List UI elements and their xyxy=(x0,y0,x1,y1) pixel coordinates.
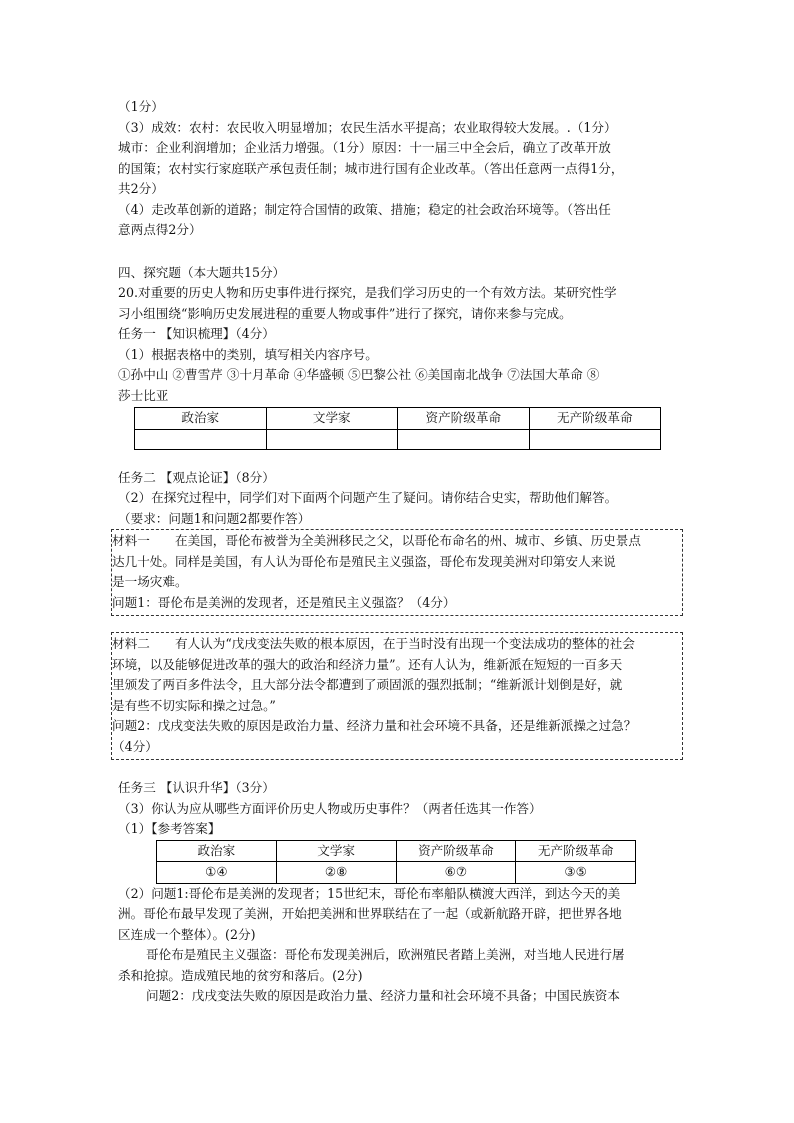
blank-answer-table xyxy=(134,407,661,450)
task2-title: 任务二 【观点论证】（8分） xyxy=(118,469,275,485)
material-text: 是有些不切实际和操之过急。” xyxy=(112,697,276,713)
material-one-box xyxy=(111,529,683,616)
material-text: 里颁发了两百多件法令，且大部分法令都遭到了顽固派的强烈抵制；“维新派计划倒是好，就 xyxy=(112,677,623,692)
task3-title: 任务三 【认识升华】（3分） xyxy=(118,780,275,795)
text-line: （1分） xyxy=(118,99,164,114)
blank-cell xyxy=(529,429,661,449)
material-question: 问题1：哥伦布是美洲的发现者，还是殖民主义强盗？（4分） xyxy=(112,594,456,610)
answer-table xyxy=(156,840,636,884)
material-text: 材料一 在美国，哥伦布被誉为全美洲移民之父，以哥伦布命名的州、城市、乡镇、历史景点 xyxy=(112,533,641,548)
table-header-cell: 政治家 xyxy=(135,408,267,430)
section-heading: 四、探究题（本大题共15分） xyxy=(118,264,286,280)
answer-text: 哥伦布是殖民主义强盗：哥伦布发现美洲后，欧洲殖民者踏上美洲，对当地人民进行屠 xyxy=(146,947,625,962)
question-text: 20.对重要的历史人物和历史事件进行探究，是我们学习历史的一个有效方法。某研究性学 xyxy=(118,285,617,300)
table-header-cell: 无产阶级革命 xyxy=(529,408,661,430)
task3-text: （3）你认为应从哪些方面评价历史人物或历史事件？（两者任选其一作答） xyxy=(118,800,542,816)
task1-options: ①孙中山 ②曹雪芹 ③十月革命 ④华盛顿 ⑤巴黎公社 ⑥美国南北战争 ⑦法国大革命 ⑧ xyxy=(118,367,600,382)
answer-title: （1）【参考答案】 xyxy=(118,821,221,836)
answer-block-top xyxy=(118,97,688,241)
table-cell: ②⑧ xyxy=(276,862,396,884)
task2-text: （2）在探究过程中，同学们对下面两个问题产生了疑问。请你结合史实，帮助他们解答。 xyxy=(118,490,618,505)
table-header-cell: 政治家 xyxy=(157,840,277,862)
table-header-cell: 资产阶级革命 xyxy=(398,408,530,430)
table-header-cell: 资产阶级革命 xyxy=(396,840,516,862)
material-text: 达几十处。同样是美国，有人认为哥伦布是殖民主义强盗，哥伦布发现美洲对印第安人来说 xyxy=(112,553,616,569)
table-header-cell: 文学家 xyxy=(276,840,396,862)
task1-options: 莎士比亚 xyxy=(118,387,169,403)
blank-cell xyxy=(398,429,530,449)
task2-text: （要求：问题1和问题2都要作答） xyxy=(118,510,311,526)
answer-text: 区连成一个整体）。(2分) xyxy=(118,926,256,942)
text-line: 的国策；农村实行家庭联产承包责任制；城市进行国有企业改革。（答出任意两一点得1分， xyxy=(118,160,624,176)
answer-text: 问题2：戊戌变法失败的原因是政治力量、经济力量和社会环境不具备；中国民族资本 xyxy=(146,988,620,1003)
table-header-cell: 文学家 xyxy=(266,408,398,430)
material-text: 是一场灾难。 xyxy=(112,574,188,589)
blank-cell xyxy=(266,429,398,449)
answer-text: 杀和抢掠。造成殖民地的贫穷和落后。(2分) xyxy=(118,967,363,983)
answer-text: （2）问题1:哥伦布是美洲的发现者；15世纪末，哥伦布率船队横渡大西洋，到达今天的美 xyxy=(118,885,621,901)
text-line: （4）走改革创新的道路；制定符合国情的政策、措施；稳定的社会政治环境等。（答出任 xyxy=(118,201,611,217)
material-two-box xyxy=(111,632,683,760)
table-cell: ⑥⑦ xyxy=(396,862,516,884)
task1-instruction: （1）根据表格中的类别，填写相关内容序号。 xyxy=(118,346,378,362)
text-line: 城市：企业利润增加；企业活力增强。（1分）原因：十一届三中全会后，确立了改革开放 xyxy=(118,140,611,155)
table-cell: ③⑤ xyxy=(516,862,636,884)
material-text: 材料二 有人认为“戊戌变法失败的根本原因，在于当时没有出现一个变法成功的整体的社会 xyxy=(112,636,635,651)
text-line: 意两点得2分） xyxy=(118,222,202,237)
text-line: 共2分） xyxy=(118,181,164,196)
material-question: （4分） xyxy=(112,738,158,754)
blank-cell xyxy=(135,429,267,449)
material-text: 环境，以及能够促进改革的强大的政治和经济力量”。还有人认为，维新派在短短的一百多天 xyxy=(112,656,623,672)
document-page xyxy=(112,97,688,1007)
question-text: 习小组围绕“影响历史发展进程的重要人物或事件”进行了探究，请你来参与完成。 xyxy=(118,305,572,321)
answer-text: 洲。哥伦布最早发现了美洲，开始把美洲和世界联结在了一起（或新航路开辟，把世界各地 xyxy=(118,906,622,921)
text-line: （3）成效：农村：农民收入明显增加；农民生活水平提高；农业取得较大发展。.（1分） xyxy=(118,119,617,135)
task1-title: 任务一 【知识梳理】（4分） xyxy=(118,326,275,341)
table-cell: ①④ xyxy=(157,862,277,884)
material-question: 问题2：戊戌变法失败的原因是政治力量、经济力量和社会环境不具备，还是维新派操之过急？ xyxy=(112,718,637,733)
table-header-cell: 无产阶级革命 xyxy=(516,840,636,862)
